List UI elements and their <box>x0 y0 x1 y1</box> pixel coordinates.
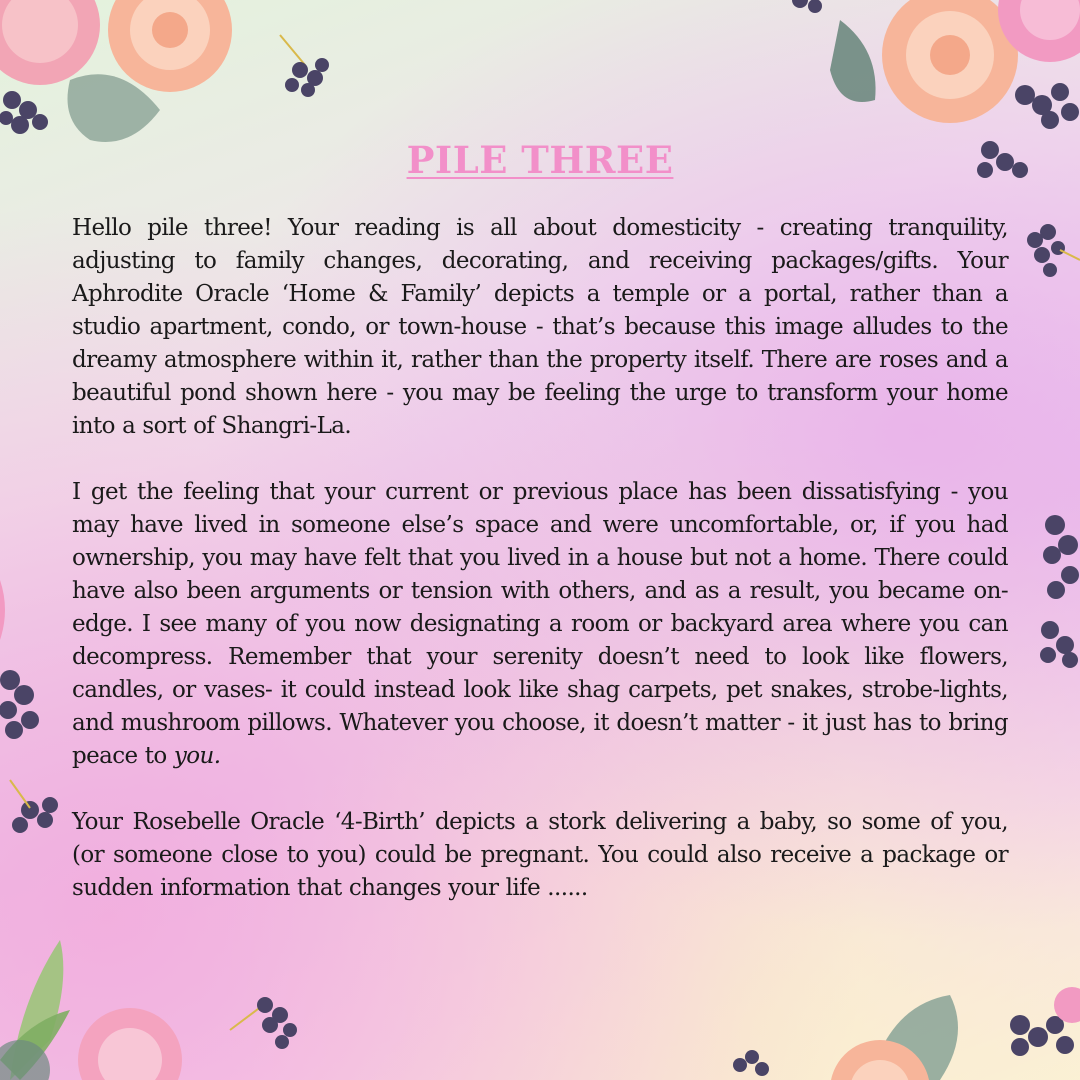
reading-text <box>72 212 1008 905</box>
paragraph-home-text: I get the feeling that your current or previous place has been dissatisfying - you may have lived in someone else’s space and were uncomfortable, or, if you had ownership, you may have felt that you lived in a house but not a home. There could have also been arguments or tension with others, and as a result, you became on-edge. I see many of you now designating a room or backyard area where you can decompress. Remember that your serenity doesn’t need to look like flowers, candles, or vases- it could instead look like shag carpets, pet snakes, strobe-lights, and mushroom pillows. Whatever you choose, it doesn’t matter - it just has to bring peace to <box>72 479 1008 769</box>
paragraph-intro: Hello pile three! Your reading is all about domesticity - creating tranquility, adjusting to family changes, decorating, and receiving packages/gifts. Your Aphrodite Oracle ‘Home & Family’ depicts a temple or a portal, rather than a studio apartment, condo, or town-house - that’s because this image alludes to the dreamy atmosphere within it, rather than the property itself. There are roses and a beautiful pond shown here - you may be feeling the urge to transform your home into a sort of Shangri-La. <box>72 215 1008 439</box>
page-title: PILE THREE <box>406 138 674 182</box>
paragraph-home-emphasis: you. <box>173 743 221 769</box>
paragraph-birth: Your Rosebelle Oracle ‘4-Birth’ depicts a stork delivering a baby, so some of you, (or someone close to you) could be pregnant. You could also receive a package or sudden information that changes your life ...... <box>72 809 1008 901</box>
floral-bottom-left-decoration <box>0 920 300 1080</box>
paragraph-home <box>72 476 1008 773</box>
floral-bottom-right-decoration <box>720 985 1080 1080</box>
berry-cluster-left-decoration <box>0 580 70 840</box>
berry-cluster-right-upper-decoration <box>1020 220 1080 290</box>
berry-cluster-top-center-decoration <box>270 30 340 100</box>
berry-cluster-right-middle-decoration <box>1020 500 1080 680</box>
